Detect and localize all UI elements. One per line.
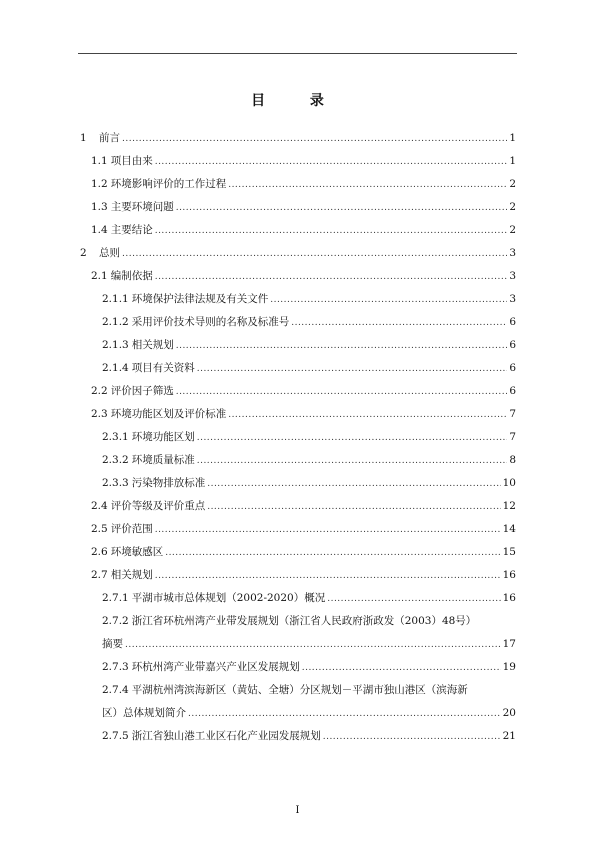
toc-entry[interactable]: [80, 449, 516, 472]
toc-entry-page: 1: [509, 132, 516, 144]
toc-entry-title: 评价范围: [110, 523, 153, 535]
dot-leader: [228, 174, 507, 197]
dot-leader: [122, 128, 507, 151]
toc-entry[interactable]: [80, 150, 516, 173]
toc-entry-page: 21: [502, 730, 516, 742]
toc-entry-number: 2.1: [91, 270, 108, 282]
toc-entry-page: 8: [509, 454, 516, 466]
toc-entry-page: 2: [509, 224, 516, 236]
toc-entry-number: 2.3: [91, 408, 108, 420]
toc-entry[interactable]: [80, 403, 516, 426]
dot-leader: [155, 151, 507, 174]
toc-entry-title: 相关规划: [110, 569, 153, 581]
toc-entry-title: 环境功能区划: [131, 431, 195, 443]
toc-entry-number: 2: [80, 247, 87, 259]
toc-entry-title: 相关规划: [131, 339, 174, 351]
toc-entry-title: 环境功能区划及评价标准: [110, 408, 227, 420]
page-title: 目 录: [251, 93, 344, 109]
toc-entry-page: 1: [509, 155, 516, 167]
toc-entry-title: 浙江省独山港工业区石化产业园发展规划: [131, 730, 321, 742]
toc-entry-title: 平湖市城市总体规划（2002-2020）概况: [131, 592, 326, 604]
toc-entry[interactable]: [80, 219, 516, 242]
toc-entry-page: 14: [502, 523, 516, 535]
dot-leader: [125, 634, 501, 657]
toc-entry-page: 3: [509, 293, 516, 305]
toc-entry[interactable]: [80, 633, 516, 656]
toc-entry-title: 摘要: [102, 638, 123, 650]
header-rule: [78, 53, 517, 54]
toc-entry-number: 2.1.4: [102, 362, 129, 374]
dot-leader: [165, 542, 500, 565]
toc-entry-page: 6: [509, 339, 516, 351]
toc-entry-title: 项目由来: [110, 155, 153, 167]
toc-entry-number: 2.7.1: [102, 592, 129, 604]
toc-entry-number: 1.4: [91, 224, 108, 236]
toc-entry[interactable]: [80, 587, 516, 610]
toc-entry[interactable]: [80, 541, 516, 564]
toc-entry[interactable]: [80, 311, 516, 334]
toc-entry[interactable]: [80, 472, 516, 495]
toc-entry-page: 7: [509, 408, 516, 420]
toc-entry-page: 19: [502, 661, 516, 673]
dot-leader: [197, 450, 507, 473]
toc-entry-number: 2.3.1: [102, 431, 129, 443]
toc-entry[interactable]: [80, 564, 516, 587]
toc-entry-number: 2.1.2: [102, 316, 129, 328]
toc-entry-title: 平湖杭州湾滨海新区（黄姑、全塘）分区规划－平湖市独山港区（滨海新: [131, 684, 468, 696]
toc-entry-title: 浙江省环杭州湾产业带发展规划（浙江省人民政府浙政发（2003）48号）: [131, 615, 477, 627]
dot-leader: [207, 473, 500, 496]
dot-leader: [155, 266, 507, 289]
toc-entry-number: 2.1.1: [102, 293, 129, 305]
toc-entry-number: 2.7: [91, 569, 108, 581]
toc-entry-page: 10: [502, 477, 516, 489]
dot-leader: [176, 335, 507, 358]
toc-entry[interactable]: [80, 357, 516, 380]
dot-leader: [122, 243, 507, 266]
toc-entry[interactable]: [80, 426, 516, 449]
dot-leader: [323, 726, 501, 749]
toc-entry-title: 环境影响评价的工作过程: [110, 178, 227, 190]
toc-entry-number: 1.2: [91, 178, 108, 190]
toc-entry-number: 2.6: [91, 546, 108, 558]
dot-leader: [270, 289, 507, 312]
dot-leader: [291, 312, 507, 335]
toc-entry[interactable]: [80, 610, 516, 633]
toc-entry[interactable]: [80, 127, 516, 150]
dot-leader: [197, 358, 507, 381]
toc-entry-title: 总则: [99, 247, 120, 259]
toc-entry-page: 2: [509, 201, 516, 213]
dot-leader: [176, 197, 507, 220]
toc-entry-number: 2.5: [91, 523, 108, 535]
toc-entry-title: 主要环境问题: [110, 201, 174, 213]
toc-entry-title: 编制依据: [110, 270, 153, 282]
toc-entry-number: 2.7.3: [102, 661, 129, 673]
toc-entry-number: 2.7.2: [102, 615, 129, 627]
toc-entry[interactable]: [80, 380, 516, 403]
toc-entry-number: 2.3.2: [102, 454, 129, 466]
toc-entry-title: 评价因子筛选: [110, 385, 174, 397]
toc-entry-title: 项目有关资料: [131, 362, 195, 374]
dot-leader: [155, 565, 501, 588]
toc-entry-title: 前言: [99, 132, 120, 144]
toc-entry[interactable]: [80, 725, 516, 748]
toc-entry-title: 污染物排放标准: [131, 477, 206, 489]
dot-leader: [155, 519, 501, 542]
toc-entry[interactable]: [80, 265, 516, 288]
toc-entry-title: 区）总体规划简介: [102, 707, 186, 719]
toc-entry-title: 环境质量标准: [131, 454, 195, 466]
dot-leader: [176, 381, 507, 404]
toc-entry[interactable]: [80, 679, 516, 702]
toc-entry-page: 7: [509, 431, 516, 443]
dot-leader: [155, 220, 507, 243]
toc-entry-number: 2.1.3: [102, 339, 129, 351]
toc-entry[interactable]: [80, 518, 516, 541]
toc-entry[interactable]: [80, 334, 516, 357]
dot-leader: [197, 427, 507, 450]
toc-entry[interactable]: [80, 702, 516, 725]
toc-entry-number: 2.4: [91, 500, 108, 512]
toc-entry[interactable]: [80, 173, 516, 196]
toc-entry-page: 17: [502, 638, 516, 650]
toc-entry-title: 环境保护法律法规及有关文件: [131, 293, 269, 305]
dot-leader: [228, 404, 507, 427]
toc-entry-title: 主要结论: [110, 224, 153, 236]
toc-entry[interactable]: [80, 242, 516, 265]
toc-entry-page: 3: [509, 270, 516, 282]
toc-entry-title: 采用评价技术导则的名称及标准号: [131, 316, 290, 328]
dot-leader: [302, 657, 501, 680]
dot-leader: [207, 496, 500, 519]
toc-entry[interactable]: [80, 656, 516, 679]
toc-entry[interactable]: [80, 196, 516, 219]
toc-entry[interactable]: [80, 288, 516, 311]
dot-leader: [327, 588, 500, 611]
toc-entry-page: 3: [509, 247, 516, 259]
dot-leader: [188, 703, 501, 726]
toc-entry-page: 6: [509, 316, 516, 328]
toc-entry-title: 环境敏感区: [110, 546, 164, 558]
toc-entry-title: 评价等级及评价重点: [110, 500, 206, 512]
toc-entry[interactable]: [80, 495, 516, 518]
page-number: I: [295, 805, 300, 816]
toc-entry-page: 20: [502, 707, 516, 719]
toc-entry-page: 16: [502, 569, 516, 581]
toc-entry-number: 2.7.5: [102, 730, 129, 742]
toc-entry-page: 6: [509, 385, 516, 397]
table-of-contents: [80, 127, 516, 748]
toc-entry-page: 6: [509, 362, 516, 374]
toc-entry-number: 1.3: [91, 201, 108, 213]
toc-entry-number: 2.2: [91, 385, 108, 397]
toc-entry-number: 2.7.4: [102, 684, 129, 696]
toc-entry-page: 2: [509, 178, 516, 190]
toc-entry-page: 12: [502, 500, 516, 512]
toc-entry-number: 1: [80, 132, 87, 144]
toc-entry-page: 15: [502, 546, 516, 558]
toc-entry-title: 环杭州湾产业带嘉兴产业区发展规划: [131, 661, 300, 673]
toc-entry-number: 2.3.3: [102, 477, 129, 489]
toc-entry-page: 16: [502, 592, 516, 604]
toc-entry-number: 1.1: [91, 155, 108, 167]
